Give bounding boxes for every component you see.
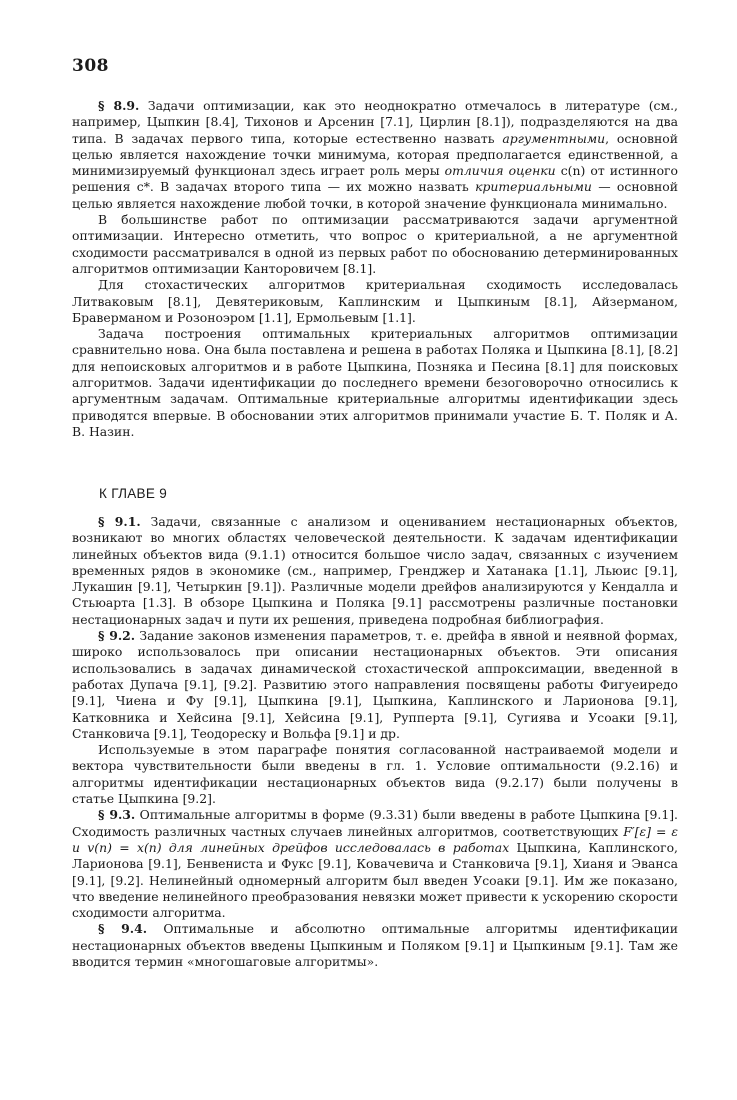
paragraph-9-2 xyxy=(72,628,678,742)
paragraph-text: Оптимальные алгоритмы в форме (9.3.31) были введены в работе Цыпкина [9.1]. Сходимость различных частных случаев линейных алгоритмов, соответствующих xyxy=(72,807,678,839)
paragraph: Для стохастических алгоритмов критериальная сходимость исследовалась Литваковым [8.1], Девятериковым, Каплинским и Цыпкиным [8.1], Айзерманом, Браверманом и Розоноэром [1.1], Ермольевым [1.1]. xyxy=(72,277,678,325)
section-label: § 9.1. xyxy=(98,514,141,529)
paragraph-text: c(n) от истинного решения c*. В задачах второго типа — их можно назвать xyxy=(72,163,678,195)
section-label: § 9.3. xyxy=(98,807,136,823)
paragraph: Используемые в этом параграфе понятия согласованной настраиваемой модели и вектора чувствительности были введены в гл. 1. Условие оптимальности (9.2.16) и алгоритмы идентификации нестационарных объектов вида (9.2.17) были получены в статье Цыпкина [9.2]. xyxy=(72,742,678,807)
paragraph-text: Оптимальные и абсолютно оптимальные алгоритмы идентификации нестационарных объектов введены Цыпкиным и Поляком [9.1] и Цыпкиным [9.1]. Там же вводится термин «многошаговые алгоритмы». xyxy=(72,921,678,970)
emphasized-term: критериальными xyxy=(475,179,592,195)
emphasized-term: отличия оценки xyxy=(444,163,556,179)
paragraph-text: Задачи, связанные с анализом и оцениванием нестационарных объектов, возникают во многих областях человеческой деятельности. К задачам идентификации линейных объектов вида (9.1.1) относится большое число задач, связанных с изучением временных рядов в экономике (см., например, Гренджер и Хатанака [1.1], Льюис [9.1], Лукашин [9.1], Четыркин [9.1]). Различные модели дрейфов анализируются у Кендалла и Стьюарта [1.3]. В обзоре Цыпкина и Поляка [9.1] рассмотрены различные постановки нестационарных задач и пути их решения, приведена подробная библиография. xyxy=(72,514,678,627)
paragraph-9-1 xyxy=(72,514,678,628)
page-number: 308 xyxy=(72,56,109,76)
section-8-notes xyxy=(72,98,678,440)
section-label: § 8.9. xyxy=(98,98,140,113)
chapter-heading: К ГЛАВЕ 9 xyxy=(99,486,167,501)
paragraph-8-9 xyxy=(72,98,678,212)
chapter-9-notes xyxy=(72,514,678,970)
emphasized-formula: F′[ε] = ε и v(n) = x(n) для линейных дрейфов исследовалась в работах xyxy=(72,823,678,855)
paragraph-text: Задачи оптимизации, как это неоднократно отмечалось в литературе (см., например, Цыпкин [8.4], Тихонов и Арсенин [7.1], Цирлин [8.1]), подразделяются на два типа. В задачах первого типа, которые естественно назвать xyxy=(72,98,678,146)
paragraph-text: , основной целью является нахождение точки минимума, которая предполагается единственной, а минимизируемый функционал здесь играет роль меры xyxy=(72,130,678,179)
paragraph-9-4 xyxy=(72,921,678,970)
emphasized-term: аргументными xyxy=(502,130,606,146)
paragraph: Задача построения оптимальных критериальных алгоритмов оптимизации сравнительно нова. Она была поставлена и решена в работах Поляка и Цыпкина [8.1], [8.2] для непоисковых алгоритмов и в работе Цыпкина, Позняка и Песина [8.1] для поисковых алгоритмов. Задачи идентификации до последнего времени безоговорочно относились к аргументным задачам. Оптимальные критериальные алгоритмы идентификации здесь приводятся впервые. В обосновании этих алгоритмов принимали участие Б. Т. Поляк и А. В. Назин. xyxy=(72,326,678,439)
section-label: § 9.2. xyxy=(98,628,136,644)
paragraph-text: Цыпкина, Каплинского, Ларионова [9.1], Бенвениста и Фукс [9.1], Ковачевича и Станковича [9.1], Хианя и Эванса [9.1], [9.2]. Нелинейный одномерный алгоритм был введен Усоаки [9.1]. Им же показано, что введение нелинейного преобразования невязки может привести к ускорению скорости сходимости алгоритма. xyxy=(72,839,679,921)
paragraph-text: Задание законов изменения параметров, т. е. дрейфа в явной и неявной формах, широко использовалось при описании нестационарных объектов. Эти описания использовались в задачах динамической стохастической аппроксимации, введенной в работах Дупача [9.1], [9.2]. Развитию этого направления посвящены работы Фигуеиредо [9.1], Чиена и Фу [9.1], Цыпкина [9.1], Цыпкина, Каплинского и Ларионова [9.1], Катковника и Хейсина [9.1], Хейсина [9.1], Рупперта [9.1], Сугиява и Усоаки [9.1], Станковича [9.1], Теодореску и Вольфа [9.1] и др. xyxy=(72,628,678,741)
paragraph-text: — основной целью является нахождение любой точки, в которой значение функционала минимально. xyxy=(72,179,679,211)
paragraph: В большинстве работ по оптимизации рассматриваются задачи аргументной оптимизации. Интересно отметить, что вопрос о критериальной, а не аргументной сходимости рассматривался в одной из первых работ по обоснованию детерминированных алгоритмов оптимизации Канторовичем [8.1]. xyxy=(72,212,678,276)
paragraph-9-3 xyxy=(72,807,678,921)
section-label: § 9.4. xyxy=(98,921,148,937)
